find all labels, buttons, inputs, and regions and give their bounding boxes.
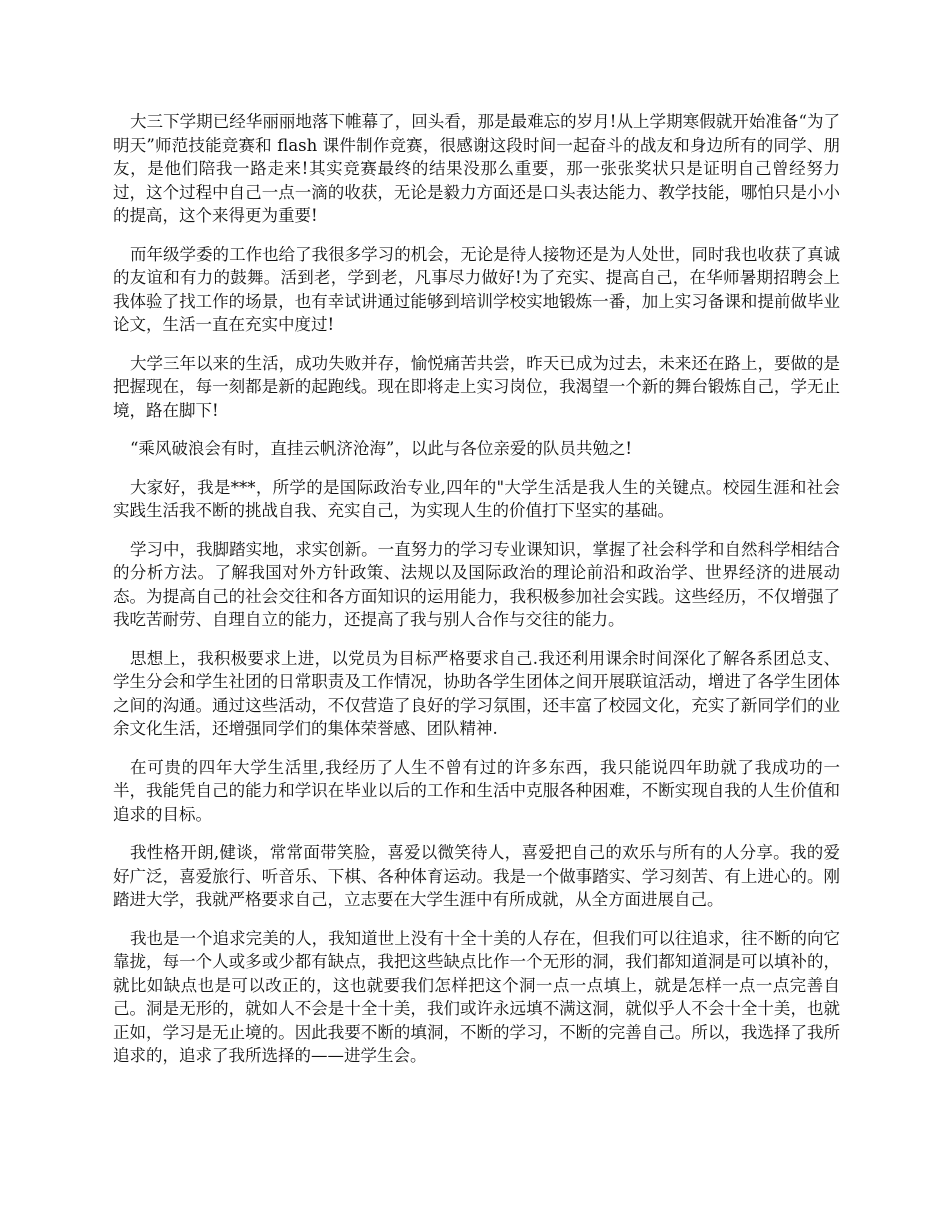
paragraph-1: 大三下学期已经华丽丽地落下帷幕了，回头看，那是最难忘的岁月!从上学期寒假就开始准备“为了明天”师范技能竞赛和 flash 课件制作竞赛，很感谢这段时间一起奋斗的战友和身边所有的同学、朋友，是他们陪我一路走来!其实竞赛最终的结果没那么重要，那一张张奖状只是证明自己曾经努力过，这个过程中自己一点一滴的收获，无论是毅力方面还是口头表达能力、教学技能，哪怕只是小小的提高，这个来得更为重要! [113,112,840,225]
paragraph-4: “乘风破浪会有时，直挂云帆济沧海”，以此与各位亲爱的队员共勉之! [130,439,633,458]
paragraph-5: 大家好，我是***，所学的是国际政治专业,四年的"大学生活是我人生的关键点。校园生涯和社会实践生活我不断的挑战自我、充实自己，为实现人生的价值打下坚实的基础。 [113,477,840,520]
paragraph-3: 大学三年以来的生活，成功失败并存，愉悦痛苦共尝，昨天已成为过去，未来还在路上，要做的是把握现在，每一刻都是新的起跑线。现在即将走上实习岗位，我渴望一个新的舞台锻炼自己，学无止境，路在脚下! [113,353,840,420]
paragraph-2: 而年级学委的工作也给了我很多学习的机会，无论是待人接物还是为人处世，同时我也收获了真诚的友谊和有力的鼓舞。活到老，学到老，凡事尽力做好!为了充实、提高自己，在华师暑期招聘会上我体验了找工作的场景，也有幸试讲通过能够到培训学校实地锻炼一番，加上实习备课和提前做毕业论文，生活一直在充实中度过! [113,244,840,334]
paragraph-6: 学习中，我脚踏实地，求实创新。一直努力的学习专业课知识，掌握了社会科学和自然科学相结合的分析方法。了解我国对外方针政策、法规以及国际政治的理论前沿和政治学、世界经济的进展动态。为提高自己的社会交往和各方面知识的运用能力，我积极参加社会实践。这些经历，不仅增强了我吃苦耐劳、自理自立的能力，还提高了我与别人合作与交往的能力。 [113,539,840,629]
paragraph-9: 我性格开朗,健谈，常常面带笑脸，喜爱以微笑待人，喜爱把自己的欢乐与所有的人分享。我的爱好广泛，喜爱旅行、听音乐、下棋、各种体育运动。我是一个做事踏实、学习刻苦、有上进心的。刚踏进大学，我就严格要求自己，立志要在大学生涯中有所成就，从全方面进展自己。 [113,843,840,909]
paragraph-7: 思想上，我积极要求上进，以党员为目标严格要求自己.我还利用课余时间深化了解各系团总支、学生分会和学生社团的日常职责及工作情况，协助各学生团体之间开展联谊活动，增进了各学生团体之间的沟通。通过这些活动，不仅营造了良好的学习氛围，还丰富了校园文化，充实了新同学们的业余文化生活，还增强同学们的集体荣誉感、团队精神. [113,648,840,738]
paragraph-8: 在可贵的四年大学生活里,我经历了人生不曾有过的许多东西，我只能说四年助就了我成功的一半，我能凭自己的能力和学识在毕业以后的工作和生活中克服各种困难，不断实现自我的人生价值和追求的目标。 [113,757,840,824]
document-page [113,110,840,1083]
paragraph-10: 我也是一个追求完美的人，我知道世上没有十全十美的人存在，但我们可以往追求，往不断的向它靠拢，每一个人或多或少都有缺点，我把这些缺点比作一个无形的洞，我们都知道洞是可以填补的，就比如缺点也是可以改正的，这也就要我们怎样把这个洞一点一点填上，就是怎样一点一点完善自己。洞是无形的，就如人不会是十全十美，我们或许永远填不满这洞，就似乎人不会十全十美，也就正如，学习是无止境的。因此我要不断的填洞，不断的学习，不断的完善自己。所以，我选择了我所追求的，追求了我所选择的——进学生会。 [113,928,840,1065]
